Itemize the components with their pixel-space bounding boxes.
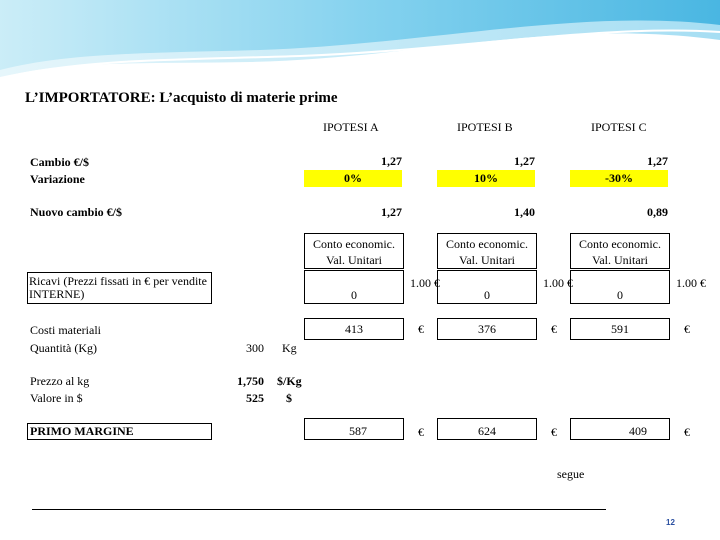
costi-value-a: 413 bbox=[345, 322, 363, 336]
margine-cell-c bbox=[570, 418, 670, 440]
prezzo-label: Prezzo al kg bbox=[30, 374, 90, 388]
margine-cell-b bbox=[437, 418, 537, 440]
ricavi-cell-a bbox=[304, 270, 404, 304]
cambio-value-c: 1,27 bbox=[647, 154, 668, 168]
page-number: 12 bbox=[666, 518, 675, 527]
footer-divider bbox=[32, 509, 606, 510]
costi-value-c: 591 bbox=[611, 322, 629, 336]
slide-title: L’IMPORTATORE: L’acquisto di materie prime bbox=[25, 90, 338, 106]
variazione-input-a[interactable]: 0% bbox=[304, 170, 402, 187]
margine-unit-b: € bbox=[551, 425, 557, 439]
ricavi-cell-b bbox=[437, 270, 537, 304]
ricavi-unit-c: 1.00 € bbox=[676, 276, 706, 290]
cambio-value-a: 1,27 bbox=[381, 154, 402, 168]
valore-label: Valore in $ bbox=[30, 391, 83, 405]
margine-unit-a: € bbox=[418, 425, 424, 439]
variazione-input-c[interactable]: -30% bbox=[570, 170, 668, 187]
cambio-value-b: 1,27 bbox=[514, 154, 535, 168]
costi-value-b: 376 bbox=[478, 322, 496, 336]
margine-unit-c: € bbox=[684, 425, 690, 439]
nuovo-cambio-value-c: 0,89 bbox=[647, 205, 668, 219]
hypothesis-c-header: IPOTESI C bbox=[591, 120, 647, 134]
costi-cell-a bbox=[304, 318, 404, 340]
quantita-label: Quantità (Kg) bbox=[30, 341, 97, 355]
costi-label: Costi materiali bbox=[30, 323, 101, 337]
variazione-input-b[interactable]: 10% bbox=[437, 170, 535, 187]
segue-link[interactable]: segue bbox=[557, 467, 585, 481]
valore-unit: $ bbox=[286, 391, 292, 405]
ricavi-value-c: 0 bbox=[617, 288, 623, 302]
ricavi-value-b: 0 bbox=[484, 288, 490, 302]
ricavi-label-box: Ricavi (Prezzi fissati in € per vendite INTERNE) bbox=[27, 272, 212, 304]
primo-margine-label-box: PRIMO MARGINE bbox=[27, 423, 212, 440]
margine-value-b: 624 bbox=[478, 424, 496, 438]
cambio-label: Cambio €/$ bbox=[30, 155, 90, 169]
variazione-label: Variazione bbox=[30, 172, 85, 186]
ricavi-unit-a: 1.00 € bbox=[410, 276, 440, 290]
quantita-unit: Kg bbox=[282, 341, 297, 355]
nuovo-cambio-label: Nuovo cambio €/$ bbox=[30, 205, 123, 219]
costi-unit-c: € bbox=[684, 322, 690, 336]
margine-value-a: 587 bbox=[349, 424, 367, 438]
costi-cell-b bbox=[437, 318, 537, 340]
costi-cell-c bbox=[570, 318, 670, 340]
quantita-value[interactable]: 300 bbox=[246, 341, 264, 355]
costi-unit-b: € bbox=[551, 322, 557, 336]
prezzo-unit: $/Kg bbox=[277, 374, 302, 388]
costi-unit-a: € bbox=[418, 322, 424, 336]
prezzo-value[interactable]: 1,750 bbox=[237, 374, 264, 388]
header-wave-decoration bbox=[0, 0, 720, 78]
nuovo-cambio-value-a: 1,27 bbox=[381, 205, 402, 219]
ricavi-value-a: 0 bbox=[351, 288, 357, 302]
hypothesis-a-header: IPOTESI A bbox=[323, 120, 379, 134]
ricavi-cell-c bbox=[570, 270, 670, 304]
ricavi-unit-b: 1.00 € bbox=[543, 276, 573, 290]
nuovo-cambio-value-b: 1,40 bbox=[514, 205, 535, 219]
conto-header-b: Conto economic. Val. Unitari bbox=[437, 233, 537, 269]
margine-cell-a bbox=[304, 418, 404, 440]
hypothesis-b-header: IPOTESI B bbox=[457, 120, 513, 134]
conto-header-a: Conto economic. Val. Unitari bbox=[304, 233, 404, 269]
valore-value: 525 bbox=[246, 391, 264, 405]
conto-header-c: Conto economic. Val. Unitari bbox=[570, 233, 670, 269]
margine-value-c: 409 bbox=[629, 424, 647, 438]
